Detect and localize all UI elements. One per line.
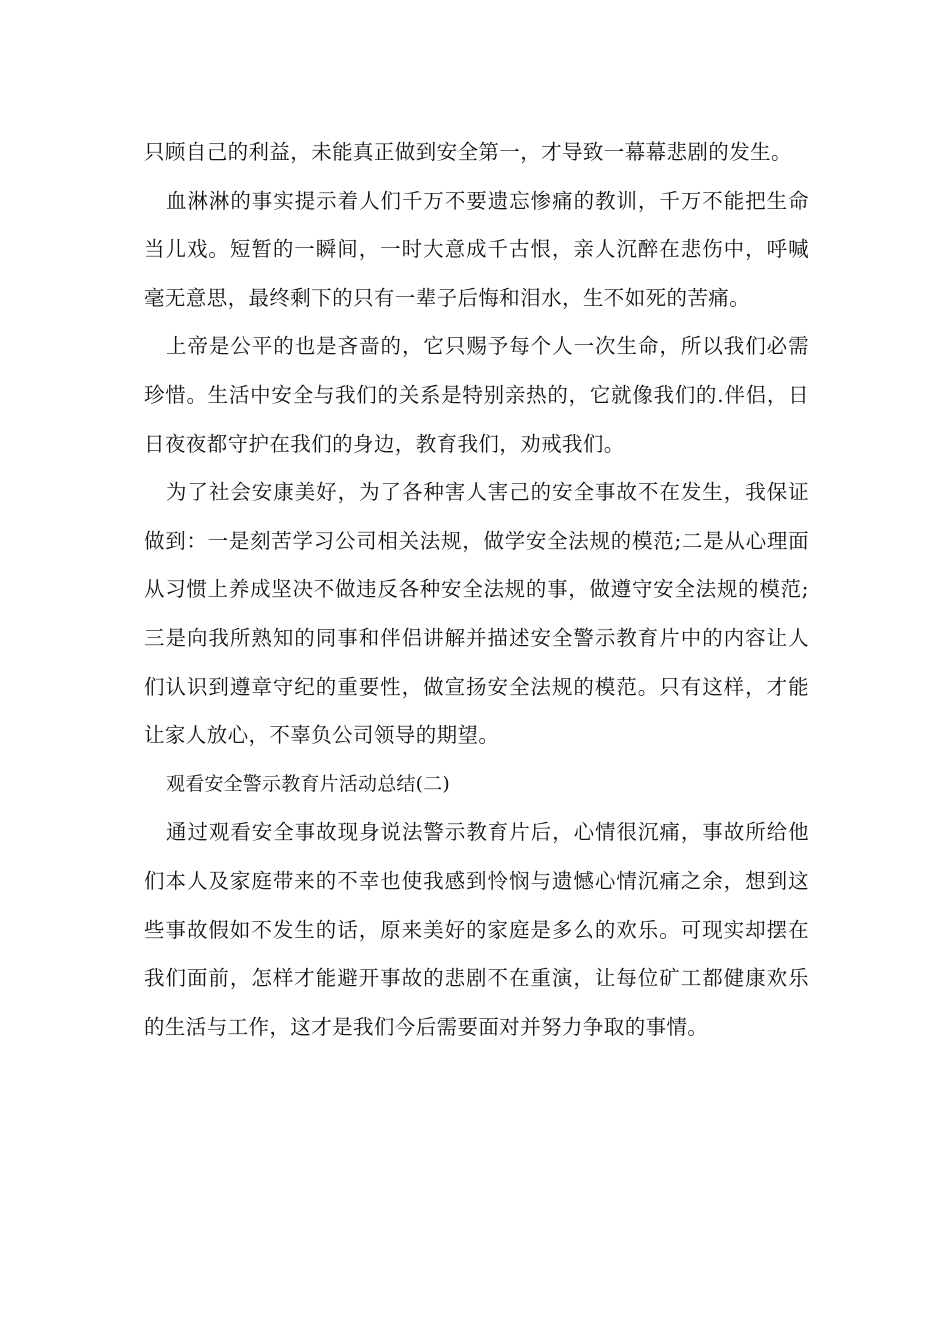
paragraph-reflection: 通过观看安全事故现身说法警示教育片后，心情很沉痛，事故所给他们本人及家庭带来的不幸也使我感到怜悯与遗憾心情沉痛之余，想到这些事故假如不发生的话，原来美好的家庭是多么的欢乐。可现实却摆在我们面前，怎样才能避开事故的悲剧不在重演，让每位矿工都健康欢乐的生活与工作，这才是我们今后需要面对并努力争取的事情。 [144,820,809,1039]
paragraph-continuation: 只顾自己的利益，未能真正做到安全第一，才导致一幕幕悲剧的发生。 [144,140,792,164]
section-heading: 观看安全警示教育片活动总结(二) [166,772,451,795]
paragraph-pledge: 为了社会安康美好，为了各种害人害己的安全事故不在发生，我保证做到：一是刻苦学习公司相关法规，做学安全法规的模范;二是从心理面从习惯上养成坚决不做违反各种安全法规的事，做遵守安全法规的模范;三是向我所熟知的同事和伴侣讲解并描述安全警示教育片中的内容让人们认识到遵章守纪的重要性，做宣扬安全法规的模范。只有这样，才能让家人放心，不辜负公司领导的期望。 [144,480,809,748]
document-body [144,128,809,1051]
paragraph-cherish-life: 上帝是公平的也是吝啬的，它只赐予每个人一次生命，所以我们必需珍惜。生活中安全与我们的关系是特别亲热的，它就像我们的.伴侣，日日夜夜都守护在我们的身边，教育我们，劝戒我们。 [144,334,809,456]
paragraph-bloody-facts: 血淋淋的事实提示着人们千万不要遗忘惨痛的教训，千万不能把生命当儿戏。短暂的一瞬间，一时大意成千古恨，亲人沉醉在悲伤中，呼喊毫无意思，最终剩下的只有一辈子后悔和泪水，生不如死的苦痛。 [144,188,809,310]
